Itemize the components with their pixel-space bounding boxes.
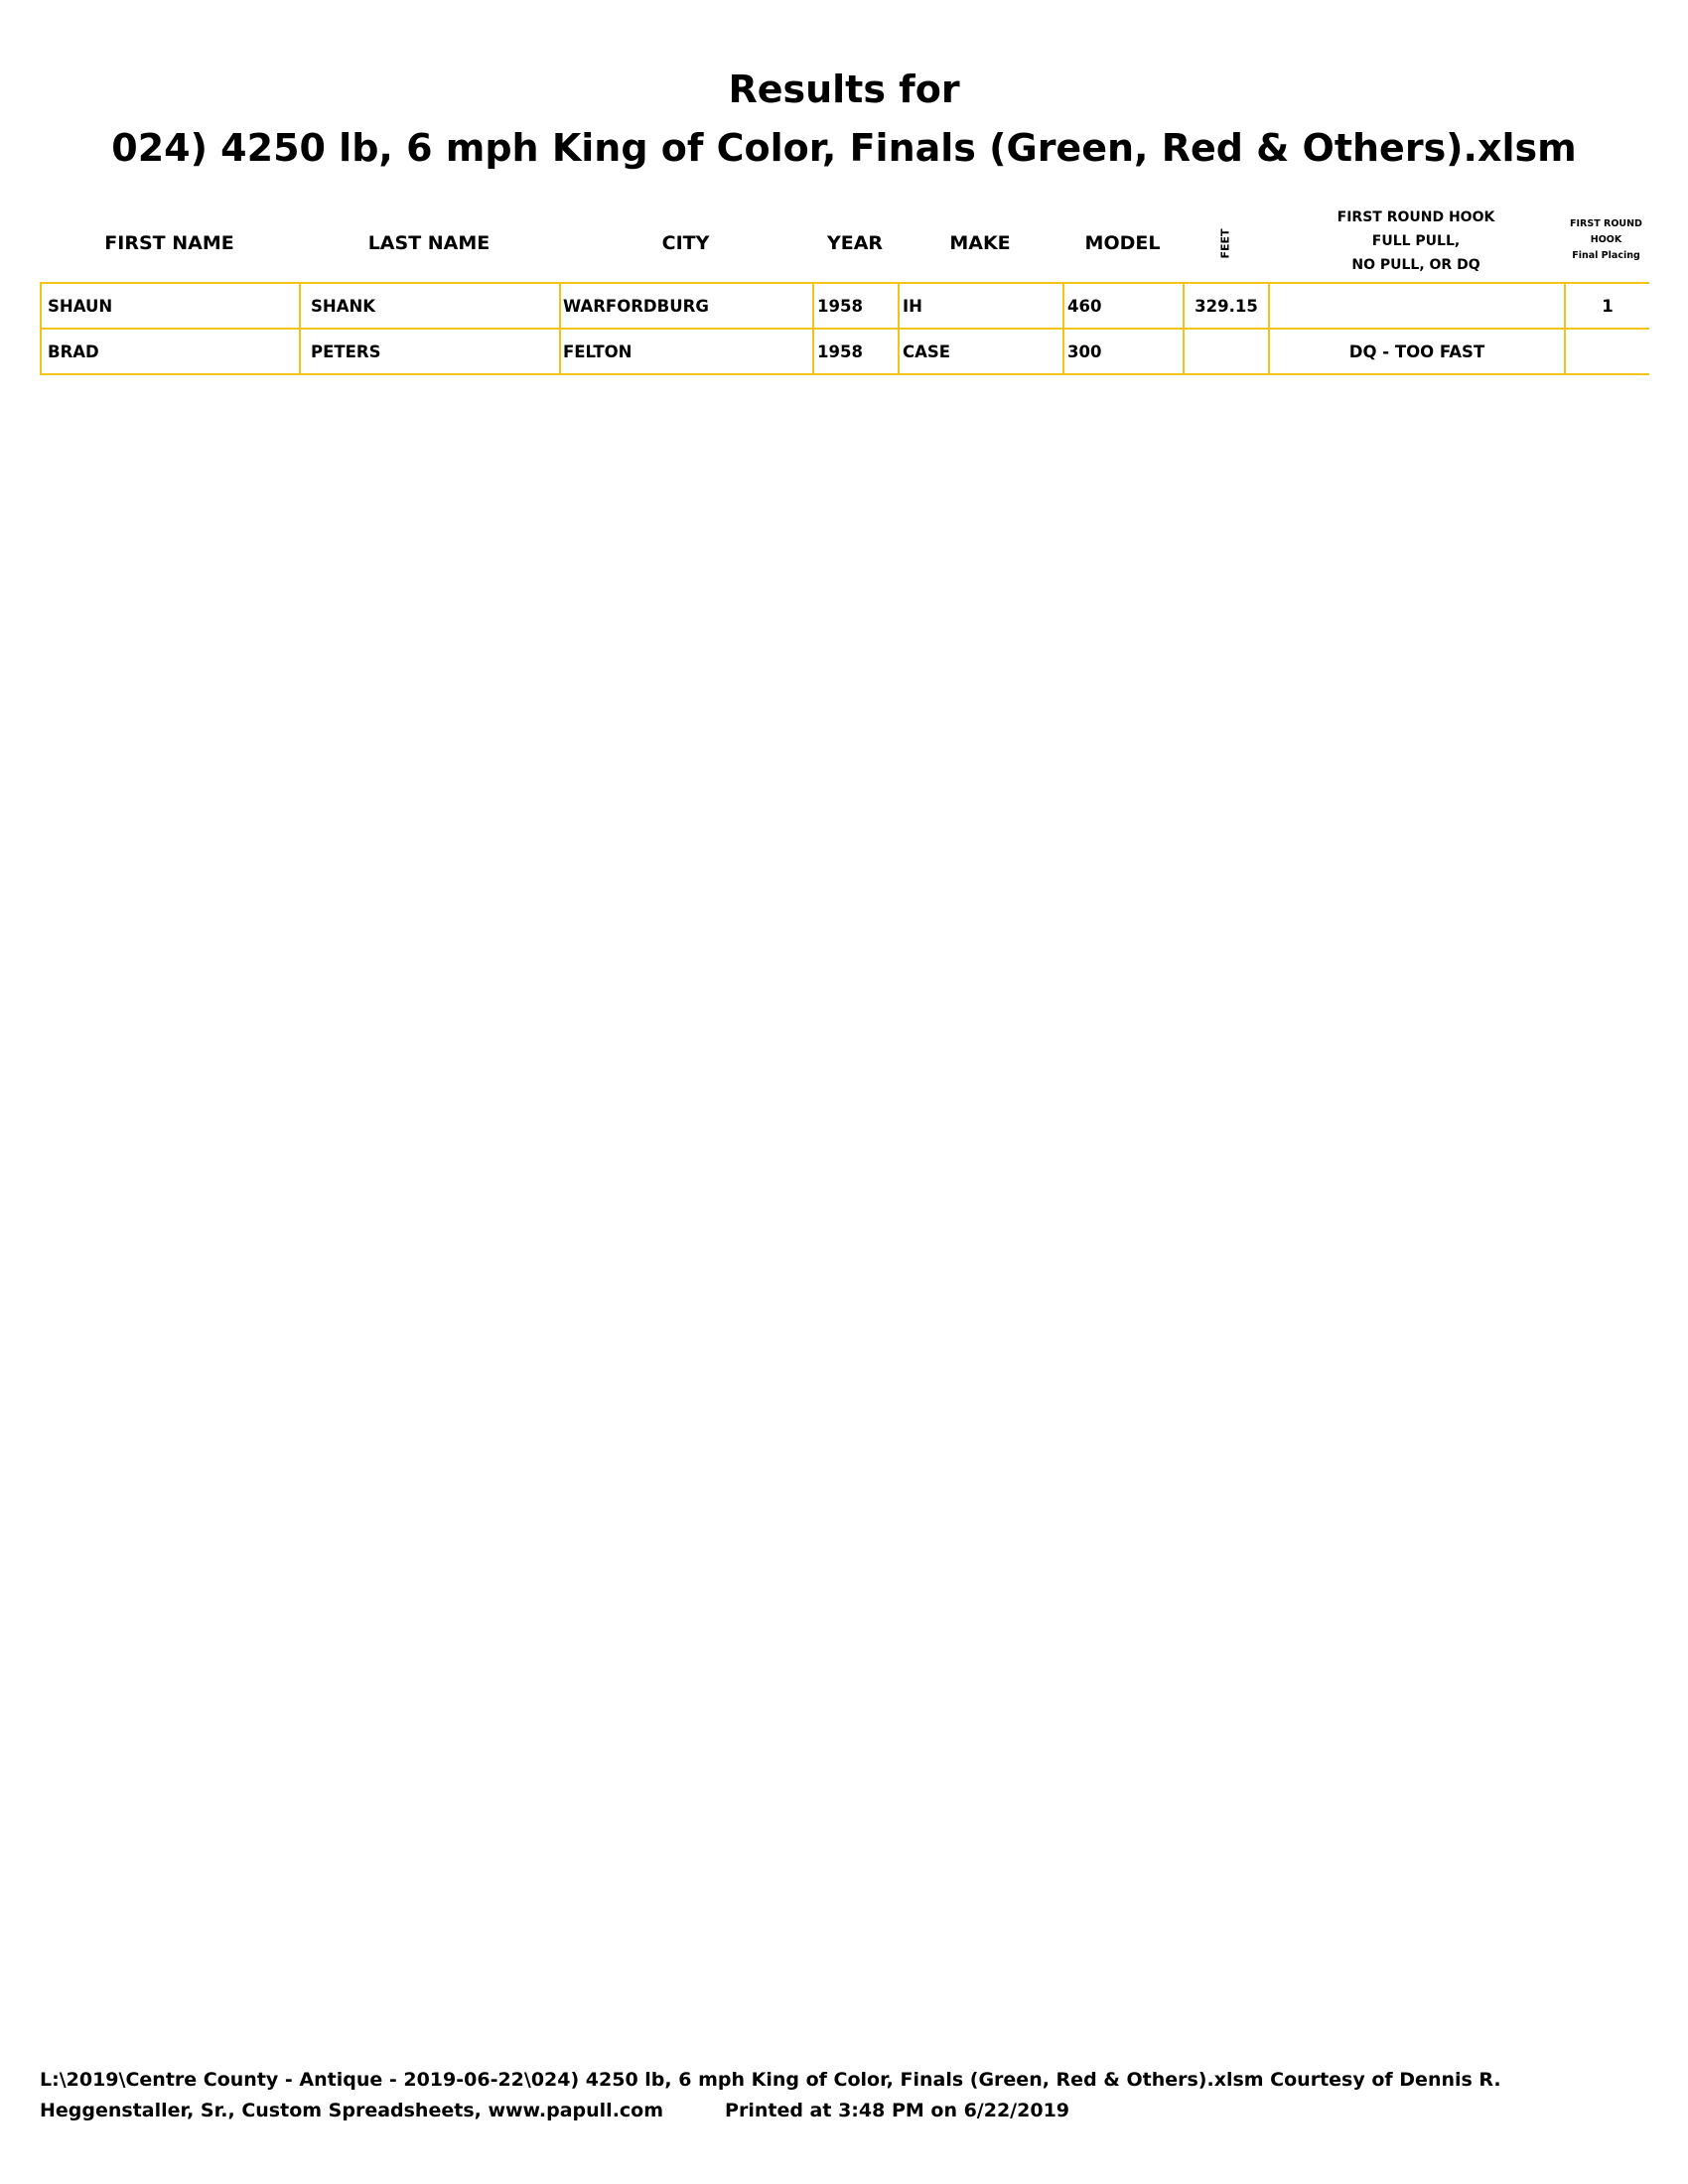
header-placing-line2: HOOK [1590,234,1622,245]
header-feet-label: FEET [1218,227,1232,259]
cell-make: IH [899,283,1063,329]
cell-last-name: PETERS [300,329,560,374]
title-event-name: 024) 4250 lb, 6 mph King of Color, Finals (Green, Red & Others).xlsm [111,126,1577,170]
cell-final-placing: 1 [1565,283,1649,329]
cell-hook-result: DQ - TOO FAST [1269,329,1565,374]
header-hook-line1: FIRST ROUND HOOK [1336,209,1495,225]
cell-first-name: BRAD [41,329,300,374]
header-placing-line1: FIRST ROUND [1570,218,1642,229]
table-row [41,329,1649,374]
footer-credit: Heggenstaller, Sr., Custom Spreadsheets, www.papull.com [40,2100,664,2121]
header-year: YEAR [826,232,884,254]
footer-printed-timestamp: Printed at 3:48 PM on 6/22/2019 [725,2100,1070,2121]
title-results-for: Results for [728,68,960,111]
header-feet [1183,204,1268,283]
cell-city: WARFORDBURG [560,283,813,329]
cell-final-placing [1565,329,1649,374]
page-footer [40,2065,1648,2126]
cell-last-name: SHANK [300,283,560,329]
cell-city: FELTON [560,329,813,374]
table-row [41,283,1649,329]
cell-year: 1958 [813,329,899,374]
cell-feet: 329.15 [1184,283,1269,329]
cell-model: 300 [1063,329,1184,374]
footer-file-path: L:\2019\Centre County - Antique - 2019-06-22\024) 4250 lb, 6 mph King of Color, Finals (Green, Red & Others).xlsm Courtesy of Dennis R. [40,2069,1501,2091]
header-city: CITY [661,232,710,254]
header-hook-line3: NO PULL, OR DQ [1351,257,1480,273]
header-first-round-hook [1268,202,1564,281]
cell-make: CASE [899,329,1063,374]
cell-feet [1184,329,1269,374]
header-model: MODEL [1084,232,1161,254]
footer-credit-line [40,2096,1648,2126]
cell-year: 1958 [813,283,899,329]
header-last-name: LAST NAME [367,232,491,254]
results-table [40,282,1649,375]
page-title [0,62,1688,179]
header-placing-line3: Final Placing [1572,250,1640,261]
cell-hook-result [1269,283,1565,329]
header-final-placing [1564,201,1648,280]
header-first-name: FIRST NAME [104,232,234,254]
cell-model: 460 [1063,283,1184,329]
cell-first-name: SHAUN [41,283,300,329]
header-hook-line2: FULL PULL, [1371,233,1461,249]
header-make: MAKE [949,232,1011,254]
